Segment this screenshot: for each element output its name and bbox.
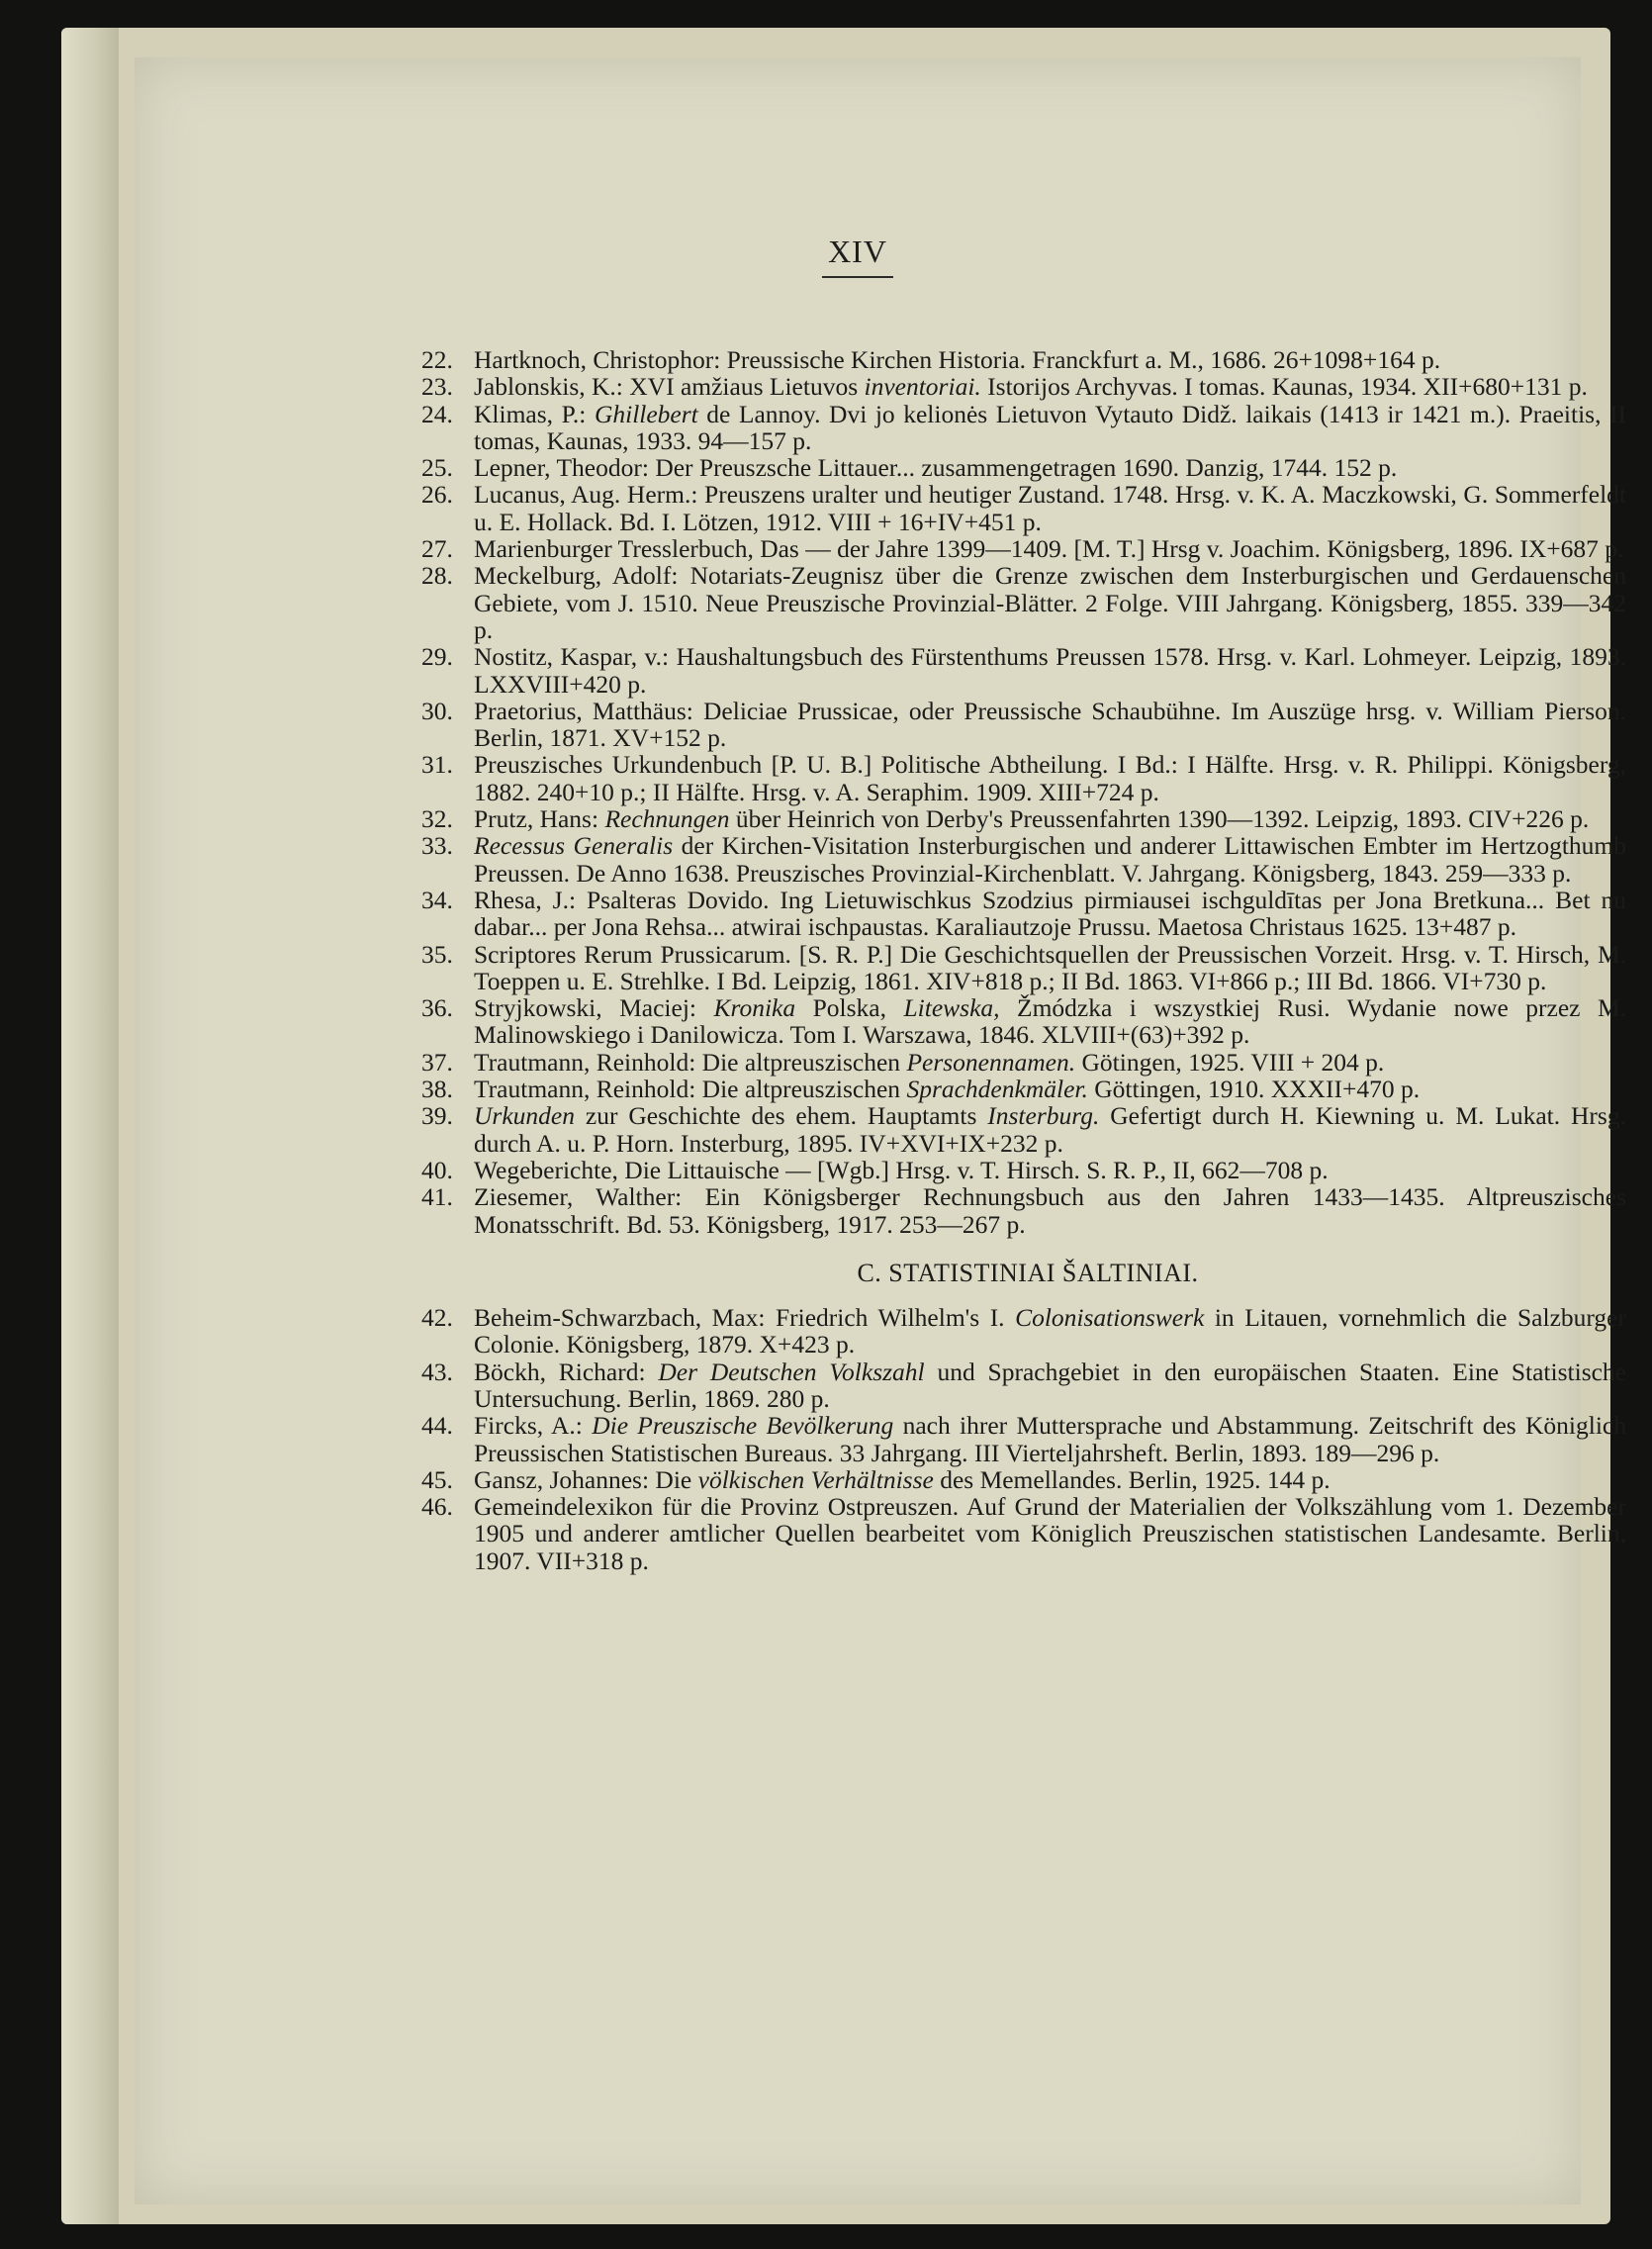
bibliography-entry xyxy=(421,1357,1626,1413)
bibliography-entry xyxy=(421,1303,1626,1359)
entry-text: Polska, xyxy=(795,993,904,1023)
bibliography-entry xyxy=(421,885,1626,942)
entry-text: Marienburger Tresslerbuch, Das — der Jahre 1399—1409. [M. T.] Hrsg v. Joachim. Königsberg, 1896. IX+687 p. xyxy=(474,534,1624,564)
entry-text: in Litauen, vornehmlich die Salzburger Colonie. Königsberg, 1879. X+423 p. xyxy=(474,1303,1626,1359)
entry-text: Lucanus, Aug. Herm.: Preuszens uralter und heutiger Zustand. 1748. Hrsg. v. K. A. Maczkowski, G. Sommerfeldt u. E. Hollack. Bd. I. Lötzen, 1912. VIII + 16+IV+451 p. xyxy=(474,480,1626,536)
entry-text: Trautmann, Reinhold: Die altpreuszischen xyxy=(474,1075,907,1104)
bibliography-entry xyxy=(421,1464,1626,1494)
bibliography-entry xyxy=(421,372,1626,402)
entry-text: Rhesa, J.: Psalteras Dovido. Ing Lietuwischkus Szodzius pirmiausei ischguldītas per Jona Bretkuna... Bet nu dabar... per Jona Rehsa... atwirai ischpaustas. Karaliautzoje Prussu. Maetosa Christaus 1625. 13+487 p. xyxy=(474,885,1626,942)
entry-title: Litewska, xyxy=(903,993,1000,1023)
entry-text: Meckelburg, Adolf: Notariats-Zeugnisz über die Grenze zwischen dem Insterburgischen und Gerdauenschen Gebiete, vom J. 1510. Neue Preuszische Provinzial-Blätter. 2 Folge. VIII Jahrgang. Königsberg, 1855. 339—342 p. xyxy=(474,561,1626,644)
bibliography-entry xyxy=(421,345,1626,374)
entry-text: Wegeberichte, Die Littauische — [Wgb.] Hrsg. v. T. Hirsch. S. R. P., II, 662—708 p. xyxy=(474,1155,1329,1184)
entry-text: des Memellandes. Berlin, 1925. 144 p. xyxy=(933,1464,1331,1494)
entry-title: Ghillebert xyxy=(594,399,698,428)
entry-title: inventoriai. xyxy=(864,372,981,402)
entry-text: Stryjkowski, Maciej: xyxy=(474,993,714,1023)
entry-number: 26. xyxy=(421,480,453,510)
entry-number: 34. xyxy=(421,885,453,914)
entry-text: Preuszisches Urkundenbuch [P. U. B.] Politische Abtheilung. I Bd.: I Hälfte. Hrsg. v. R. Philippi. Königsberg, 1882. 240+10 p.; II Hälfte. Hrsg. v. A. Seraphim. 1909. XIII+724 p. xyxy=(474,750,1626,806)
entry-number: 42. xyxy=(421,1303,453,1333)
entry-text: und Sprachgebiet in den europäischen Staaten. Eine Statistische Untersuchung. Berlin, 1869. 280 p. xyxy=(474,1357,1626,1413)
bibliography-entry xyxy=(421,1101,1626,1158)
page-number: XIV xyxy=(822,234,893,278)
bibliography-entry xyxy=(421,480,1626,536)
bibliography-entry xyxy=(421,453,1626,483)
entry-number: 39. xyxy=(421,1101,453,1131)
entry-title: Urkunden xyxy=(474,1101,575,1131)
entry-number: 36. xyxy=(421,993,453,1023)
entry-text: Lepner, Theodor: Der Preuszsche Littauer... zusammengetragen 1690. Danzig, 1744. 152 p. xyxy=(474,453,1398,483)
entry-text: Scriptores Rerum Prussicarum. [S. R. P.] Die Geschichtsquellen der Preussischen Vorzeit. Hrsg. v. T. Hirsch, M. Toeppen u. E. Strehlke. I Bd. Leipzig, 1861. XIV+818 p.; II Bd. 1863. VI+866 p.; III Bd. 1866. VI+730 p. xyxy=(474,939,1626,995)
entry-title: Kronika xyxy=(713,993,796,1023)
bibliography-entry xyxy=(421,534,1626,564)
entry-text: Hartknoch, Christophor: Preussische Kirchen Historia. Franckfurt a. M., 1686. 26+1098+164 p. xyxy=(474,345,1441,374)
entry-title: Rechnungen xyxy=(604,804,730,834)
entry-number: 43. xyxy=(421,1357,453,1386)
entry-number: 25. xyxy=(421,453,453,483)
entry-text: Trautmann, Reinhold: Die altpreuszischen xyxy=(474,1047,907,1077)
entry-number: 24. xyxy=(421,399,453,428)
entry-text: Beheim-Schwarzbach, Max: Friedrich Wilhelm's I. xyxy=(474,1303,1016,1333)
bibliography-entry xyxy=(421,1411,1626,1467)
entry-title: Insterburg. xyxy=(987,1101,1100,1131)
entry-title: Recessus Generalis xyxy=(474,831,674,861)
bibliography-entry xyxy=(421,993,1627,1050)
entry-number: 22. xyxy=(421,345,453,374)
bibliography-list xyxy=(421,345,1627,1575)
entry-title: völkischen Verhältnisse xyxy=(697,1464,934,1494)
bibliography-part-1 xyxy=(421,345,1627,1239)
entry-text: Žmódzka i wszystkiej Rusi. Wydanie nowe przez M. Malinowskiego i Danilowicza. Tom I. Warszawa, 1846. XLVIII+(63)+392 p. xyxy=(474,993,1627,1050)
bibliography-part-2 xyxy=(421,1303,1626,1575)
bibliography-entry xyxy=(421,1155,1626,1184)
bibliography-entry xyxy=(421,1492,1626,1575)
entry-number: 45. xyxy=(421,1464,453,1494)
document-page xyxy=(135,57,1627,2204)
entry-number: 33. xyxy=(421,831,453,861)
entry-number: 41. xyxy=(421,1182,453,1212)
entry-number: 35. xyxy=(421,939,453,969)
entry-number: 44. xyxy=(421,1411,453,1441)
entry-text: nach ihrer Muttersprache und Abstammung. Zeitschrift des Königlich Preussischen Statistischen Bureaus. 33 Jahrgang. III Vierteljahrsheft. Berlin, 1893. 189—296 p. xyxy=(474,1411,1626,1467)
entry-number: 23. xyxy=(421,372,453,402)
entry-number: 37. xyxy=(421,1047,453,1077)
entry-text: zur Geschichte des ehem. Hauptamts xyxy=(574,1101,988,1131)
entry-title: Der Deutschen Volkszahl xyxy=(658,1357,925,1386)
entry-text: Ziesemer, Walther: Ein Königsberger Rechnungsbuch aus den Jahren 1433—1435. Altpreuszisches Monatsschrift. Bd. 53. Königsberg, 1917. 253—267 p. xyxy=(474,1182,1626,1239)
entry-number: 31. xyxy=(421,750,453,780)
entry-number: 27. xyxy=(421,534,453,564)
entry-text: Istorijos Archyvas. I tomas. Kaunas, 1934. XII+680+131 p. xyxy=(980,372,1588,402)
entry-text: Nostitz, Kaspar, v.: Haushaltungsbuch des Fürstenthums Preussen 1578. Hrsg. v. Karl. Lohmeyer. Leipzig, 1893. LXXVIII+420 p. xyxy=(474,642,1626,699)
bibliography-entry xyxy=(421,1182,1626,1239)
entry-number: 28. xyxy=(421,561,453,591)
bibliography-entry xyxy=(421,399,1626,455)
entry-number: 30. xyxy=(421,696,453,725)
entry-text: Prutz, Hans: xyxy=(474,804,605,834)
entry-text: Götingen, 1925. VIII + 204 p. xyxy=(1075,1047,1385,1077)
entry-title: Colonisationswerk xyxy=(1015,1303,1205,1333)
entry-text: Gemeindelexikon für die Provinz Ostpreuszen. Auf Grund der Materialien der Volkszählung vom 1. Dezember 1905 und anderer amtlicher Quellen bearbeitet vom Königlich Preuszischen statistischen Landesamte. Berlin, 1907. VII+318 p. xyxy=(474,1492,1626,1575)
page-header xyxy=(135,234,1581,278)
entry-title: Sprachdenkmäler. xyxy=(906,1075,1088,1104)
entry-text: der Kirchen-Visitation Insterburgischen und anderer Littawischen Embter im Hertzogthumb Preussen. De Anno 1638. Preuszisches Provinzial-Kirchenblatt. V. Jahrgang. Königsberg, 1843. 259—333 p. xyxy=(474,831,1626,888)
bibliography-entry xyxy=(421,804,1626,834)
entry-number: 40. xyxy=(421,1155,453,1184)
entry-text: Fircks, A.: xyxy=(474,1411,593,1441)
entry-text: Jablonskis, K.: XVI amžiaus Lietuvos xyxy=(474,372,865,402)
bibliography-entry xyxy=(421,750,1626,806)
entry-title: Die Preuszische Bevölkerung xyxy=(592,1411,894,1441)
entry-text: über Heinrich von Derby's Preussenfahrten 1390—1392. Leipzig, 1893. CIV+226 p. xyxy=(729,804,1590,834)
entry-number: 38. xyxy=(421,1075,453,1104)
book-spine xyxy=(61,28,119,2224)
bibliography-entry xyxy=(421,1047,1626,1077)
bibliography-entry xyxy=(421,939,1626,995)
bibliography-entry xyxy=(421,831,1626,888)
entry-number: 32. xyxy=(421,804,453,834)
section-heading: C. STATISTINIAI ŠALTINIAI. xyxy=(857,1258,1199,1287)
book-scan xyxy=(61,28,1627,2224)
bibliography-entry xyxy=(421,561,1626,644)
entry-text: Göttingen, 1910. XXXII+470 p. xyxy=(1087,1075,1421,1104)
bibliography-entry xyxy=(421,1075,1626,1104)
entry-number: 46. xyxy=(421,1492,453,1522)
entry-text: Klimas, P.: xyxy=(474,399,595,428)
entry-text: Gefertigt durch H. Kiewning u. M. Lukat. Hrsg. durch A. u. P. Horn. Insterburg, 1895. IV+XVI+IX+232 p. xyxy=(474,1101,1626,1158)
entry-number: 29. xyxy=(421,642,453,672)
bibliography-entry xyxy=(421,642,1626,699)
bibliography-entry xyxy=(421,696,1626,753)
entry-text: Böckh, Richard: xyxy=(474,1357,659,1386)
entry-title: Personennamen. xyxy=(906,1047,1076,1077)
entry-text: de Lannoy. Dvi jo kelionės Lietuvon Vytauto Didž. laikais (1413 ir 1421 m.). Praeitis, II tomas, Kaunas, 1933. 94—157 p. xyxy=(474,399,1626,455)
entry-text: Gansz, Johannes: Die xyxy=(474,1464,698,1494)
entry-text: Praetorius, Matthäus: Deliciae Prussicae, oder Preussische Schaubühne. Im Auszüge hrsg. v. William Pierson. Berlin, 1871. XV+152 p. xyxy=(474,696,1626,753)
